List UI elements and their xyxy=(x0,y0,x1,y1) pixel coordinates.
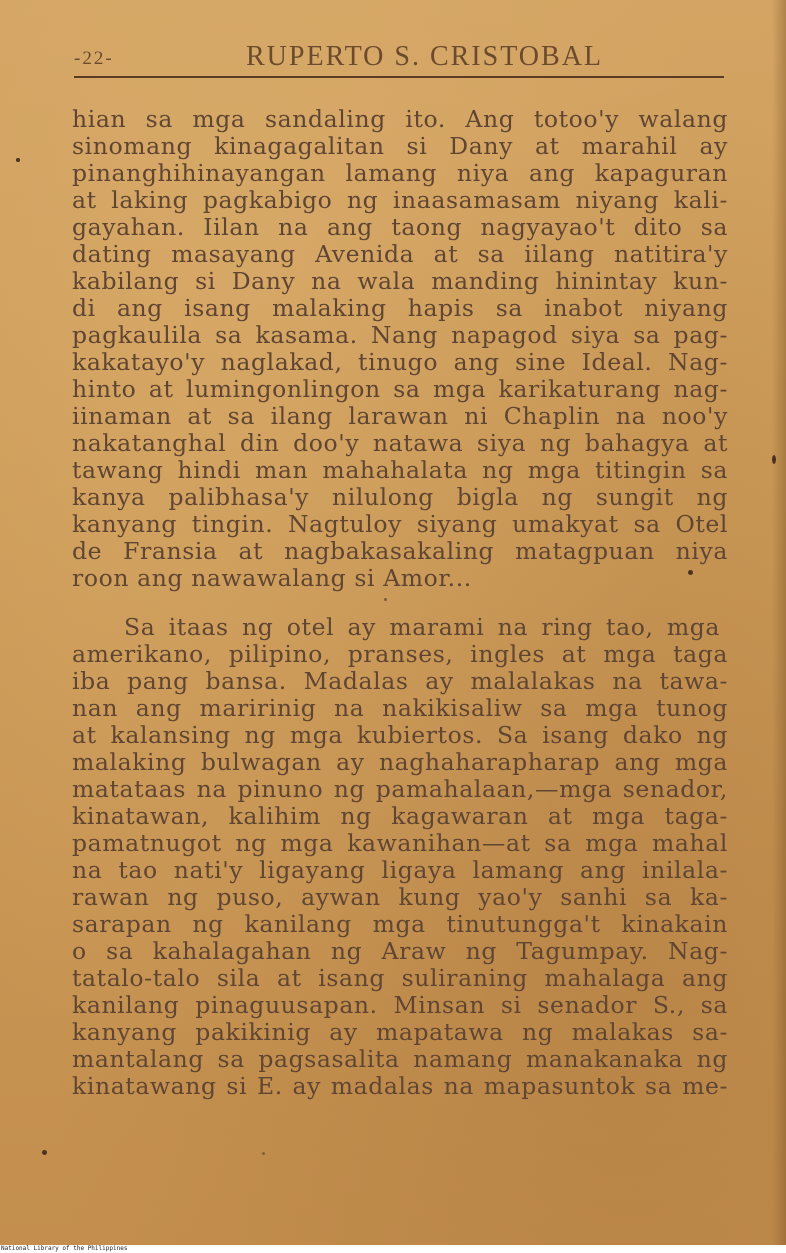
text-line: sinomang kinagagalitan si Dany at marahil ay xyxy=(72,133,728,160)
text-line: pagkaulila sa kasama. Nang napagod siya sa pag- xyxy=(72,322,728,349)
text-line: hian sa mga sandaling ito. Ang totoo'y walang xyxy=(72,106,728,133)
text-line: roon ang nawawalang si Amor... xyxy=(72,565,472,592)
running-title: RUPERTO S. CRISTOBAL xyxy=(246,41,604,72)
text-line: hinto at lumingonlingon sa mga karikaturang nag- xyxy=(72,376,728,403)
text-line: amerikano, pilipino, pranses, ingles at mga taga xyxy=(72,641,728,668)
text-line: gayahan. Iilan na ang taong nagyayao't dito sa xyxy=(72,214,728,241)
text-line: pamatnugot ng mga kawanihan—at sa mga mahal xyxy=(72,830,728,857)
text-line: na tao nati'y ligayang ligaya lamang ang inilala- xyxy=(72,857,728,884)
text-line: kanyang tingin. Nagtuloy siyang umakyat sa Otel xyxy=(72,511,728,538)
text-line: kanyang pakikinig ay mapatawa ng malakas sa- xyxy=(72,1019,728,1046)
text-line: kabilang si Dany na wala manding hinintay kun- xyxy=(72,268,728,295)
text-line: matataas na pinuno ng pamahalaan,—mga senador, xyxy=(72,776,728,803)
text-line: tawang hindi man mahahalata ng mga titingin sa xyxy=(72,457,728,484)
text-line: kanilang pinaguusapan. Minsan si senador S., sa xyxy=(72,992,728,1019)
text-line: nakatanghal din doo'y natawa siya ng bahagya at xyxy=(72,430,728,457)
ink-speck xyxy=(42,1150,47,1155)
ink-speck xyxy=(262,1152,265,1155)
archive-credit: National Library of the Philippines xyxy=(0,1245,786,1253)
text-line: kinatawan, kalihim ng kagawaran at mga taga- xyxy=(72,803,728,830)
text-line: rawan ng puso, aywan kung yao'y sanhi sa ka- xyxy=(72,884,728,911)
text-line: pinanghihinayangan lamang niya ang kapaguran xyxy=(72,160,728,187)
text-line: kinatawang si E. ay madalas na mapasuntok sa me- xyxy=(72,1073,728,1100)
text-line: malaking bulwagan ay naghaharapharap ang mga xyxy=(72,749,728,776)
text-line: o sa kahalagahan ng Araw ng Tagumpay. Nag- xyxy=(72,938,728,965)
text-line: iinaman at sa ilang larawan ni Chaplin na noo'y xyxy=(72,403,728,430)
ink-speck xyxy=(772,455,776,464)
text-line: sarapan ng kanilang mga tinutungga't kinakain xyxy=(72,911,728,938)
text-line: mantalang sa pagsasalita namang manakanaka ng xyxy=(72,1046,728,1073)
ink-speck xyxy=(688,570,693,575)
text-line: at laking pagkabigo ng inaasamasam niyang kali- xyxy=(72,187,728,214)
text-line: de Fransia at nagbakasakaling matagpuan niya xyxy=(72,538,728,565)
text-line: di ang isang malaking hapis sa inabot niyang xyxy=(72,295,728,322)
text-line: tatalo-talo sila at isang suliraning mahalaga ang xyxy=(72,965,728,992)
text-line: at kalansing ng mga kubiertos. Sa isang dako ng xyxy=(72,722,728,749)
ink-speck xyxy=(384,598,387,601)
text-line: iba pang bansa. Madalas ay malalakas na tawa- xyxy=(72,668,728,695)
text-line: Sa itaas ng otel ay marami na ring tao, mga xyxy=(124,614,720,641)
page-number: -22- xyxy=(74,48,114,69)
text-line: kakatayo'y naglakad, tinugo ang sine Ideal. Nag- xyxy=(72,349,728,376)
text-line: kanya palibhasa'y nilulong bigla ng sungit ng xyxy=(72,484,728,511)
text-line: dating masayang Avenida at sa iilang natitira'y xyxy=(72,241,728,268)
text-line: nan ang maririnig na nakikisaliw sa mga tunog xyxy=(72,695,728,722)
ink-speck xyxy=(16,158,20,162)
